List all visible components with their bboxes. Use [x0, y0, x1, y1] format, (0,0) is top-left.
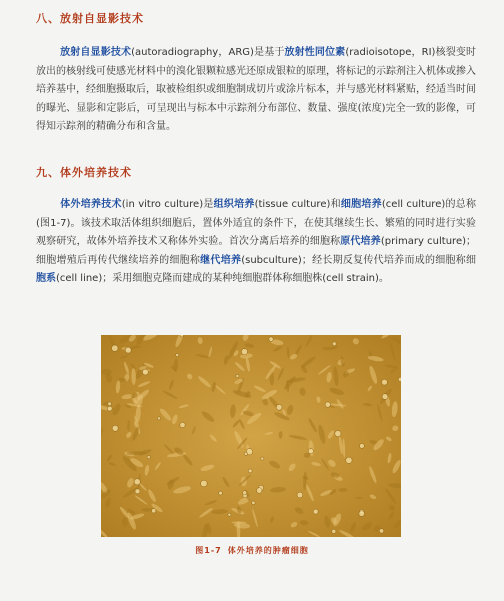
term-autoradiography: 放射自显影技术 — [60, 47, 132, 58]
text-span: (autoradiography，ARG)是基于 — [131, 47, 285, 58]
text-span: (cell culture)的总称(图1-7)。该技术取活体组织细胞后，置体外适宜的条件下，在使其继续生长、繁殖的同时进行实验观察研究，故体外培养技术又称体外实验。首次分离后培养的细胞称 — [36, 199, 477, 247]
figure-label: 图1-7 — [195, 546, 222, 555]
text-span: (primary culture)；细胞增殖后再传代继续培养的细胞称 — [36, 236, 477, 266]
round-cell-shape — [125, 347, 131, 353]
round-cell-shape — [261, 457, 264, 460]
round-cell-shape — [332, 529, 336, 533]
cell-culture-micrograph — [101, 335, 401, 537]
text-span: (in vitro culture)是 — [121, 199, 214, 210]
round-cell-shape — [252, 501, 256, 505]
round-cell-shape — [398, 377, 401, 381]
round-cell-shape — [112, 345, 118, 351]
round-cell-shape — [241, 349, 247, 355]
round-cell-shape — [244, 452, 247, 455]
round-cell-shape — [108, 402, 112, 406]
round-cell-shape — [143, 369, 149, 375]
section-heading-autoradiography: 八、放射自显影技术 — [36, 12, 144, 25]
term-primary-culture: 原代培养 — [340, 236, 381, 247]
round-cell-shape — [313, 509, 318, 514]
round-cell-shape — [382, 379, 388, 385]
round-cell-shape — [201, 480, 208, 487]
round-cell-shape — [256, 488, 262, 494]
term-subculture: 继代培养 — [200, 254, 242, 266]
paragraph-in-vitro-culture — [36, 196, 476, 289]
round-cell-shape — [360, 444, 365, 449]
round-cell-shape — [297, 492, 303, 498]
round-cell-shape — [228, 513, 231, 516]
round-cell-shape — [134, 479, 140, 485]
round-cell-shape — [236, 374, 239, 377]
term-radioisotope: 放射性同位素 — [284, 47, 346, 58]
round-cell-shape — [248, 469, 252, 473]
figure-caption-text: 体外培养的肿瘤细胞 — [227, 546, 309, 555]
round-cell-shape — [157, 417, 160, 420]
cell-shape — [231, 521, 246, 523]
round-cell-shape — [135, 489, 140, 494]
round-cell-shape — [346, 457, 352, 463]
micrograph-image — [101, 335, 401, 537]
term-cell-line: 胞系 — [36, 273, 56, 284]
round-cell-shape — [269, 337, 273, 341]
round-cell-shape — [243, 491, 247, 495]
round-cell-shape — [107, 406, 112, 411]
round-cell-shape — [219, 491, 223, 495]
round-cell-shape — [332, 342, 336, 346]
round-cell-shape — [359, 511, 365, 517]
round-cell-shape — [147, 456, 150, 459]
text-span: (tissue culture)和 — [254, 199, 341, 210]
round-cell-shape — [180, 335, 184, 337]
text-span: (subculture)；经长期反复传代培养而成的细胞称细 — [241, 254, 477, 266]
round-cell-shape — [379, 529, 383, 533]
round-cell-shape — [180, 422, 185, 427]
text-span: (cell line)；采用细胞克隆而建成的某种纯细胞群体称细胞株(cell strain)。 — [56, 273, 389, 284]
round-cell-shape — [325, 402, 330, 407]
term-tissue-culture: 组织培养 — [213, 199, 255, 210]
round-cell-shape — [382, 394, 388, 400]
round-cell-shape — [176, 353, 179, 356]
round-cell-shape — [276, 404, 282, 410]
figure-caption — [0, 545, 504, 556]
round-cell-shape — [308, 449, 313, 454]
term-cell-culture: 细胞培养 — [340, 199, 382, 210]
round-cell-shape — [335, 431, 341, 437]
text-span: (radioisotope，RI)核裂变时放出的核射线可使感光材料中的溴化银颗粒感光还原成银粒的原理，将标记的示踪剂注入机体或掺入培养基中，经细胞摄取后，取被检组织或细胞制成切片或涂片标本，并与感光材料紧贴，经适当时间的曝光、显影和定影后，可呈现出与标本中示踪剂分布部位、数量、强度(浓度)完全一致的影像，可得知示踪剂的精确分布和含量。 — [36, 47, 476, 132]
paragraph-autoradiography — [36, 44, 476, 137]
term-in-vitro-culture: 体外培养技术 — [60, 199, 122, 210]
round-cell-shape — [112, 425, 118, 431]
section-heading-in-vitro-culture: 九、体外培养技术 — [36, 166, 132, 179]
round-cell-shape — [152, 509, 156, 513]
